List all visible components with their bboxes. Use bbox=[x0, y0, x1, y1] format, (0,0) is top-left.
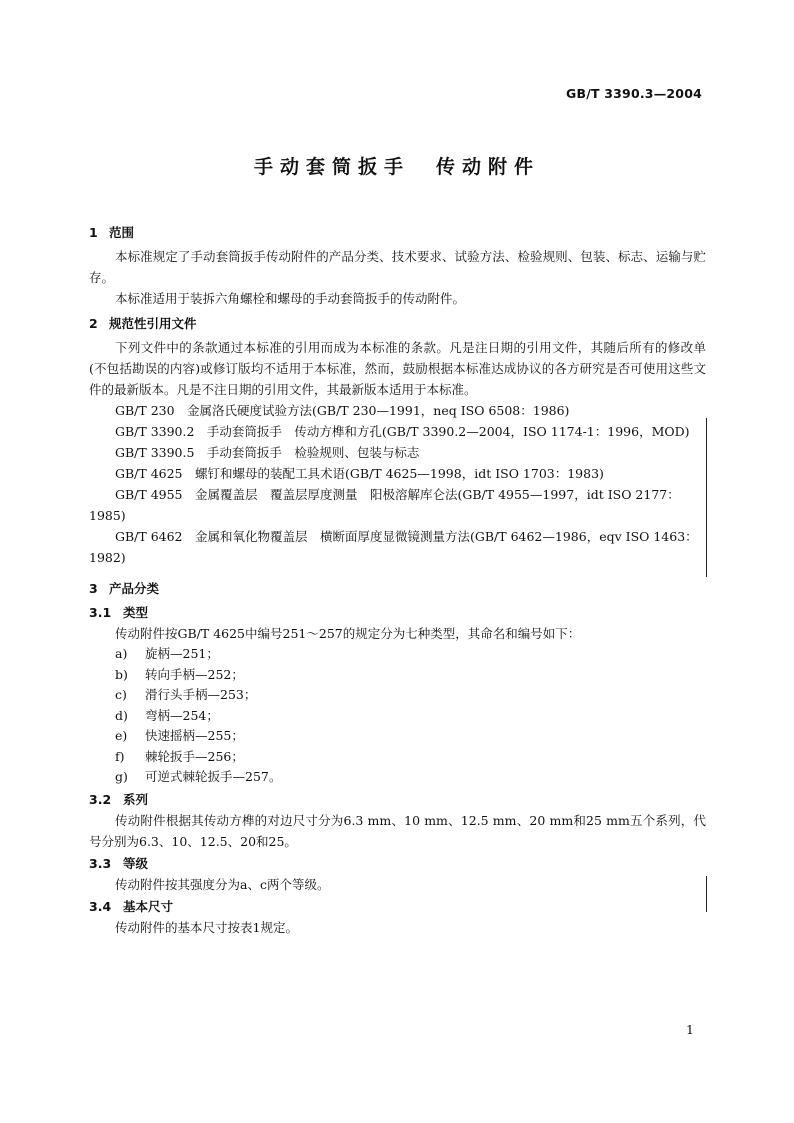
subsection-title: 系列 bbox=[123, 791, 149, 807]
reference-item: GB/T 230 金属洛氏硬度试验方法(GB/T 230—1991，neq ISO 6508：1986) bbox=[115, 403, 570, 418]
subsection-title: 类型 bbox=[123, 605, 149, 620]
list-item bbox=[89, 747, 706, 768]
reference-item: GB/T 3390.2 手动套筒扳手 传动方榫和方孔(GB/T 3390.2—2004，ISO 1174-1：1996，MOD) bbox=[115, 424, 690, 439]
subsection-3-4-heading bbox=[89, 896, 706, 917]
list-label: d) bbox=[115, 707, 128, 723]
section-2-heading bbox=[89, 313, 706, 335]
list-label: c) bbox=[115, 687, 127, 702]
title-part-1: 手动套筒扳手 bbox=[253, 156, 410, 178]
standard-code: GB/T 3390.3—2004 bbox=[566, 86, 702, 101]
subsection-number: 3.1 bbox=[89, 605, 112, 620]
list-text: 转向手柄—252； bbox=[145, 666, 244, 682]
paragraph: 传动附件按GB/T 4625中编号251～257的规定分为七种类型，其命名和编号如下： bbox=[115, 626, 581, 641]
paragraph: 传动附件按其强度分为a、c两个等级。 bbox=[115, 876, 330, 892]
list-label: g) bbox=[115, 769, 128, 784]
paragraph: 下列文件中的条款通过本标准的引用而成为本标准的条款。凡是注日期的引用文件，其随后所有的修改单(不包括勘误的内容)或修订版均不适用于本标准，然而，鼓励根据本标准达成协议的各方研究是否可使用这些文件的最新版本。凡是不注日期的引用文件，其最新版本适用于本标准。 bbox=[89, 340, 706, 397]
subsection-number: 3.2 bbox=[89, 791, 112, 807]
list-item bbox=[89, 767, 706, 788]
page-number: 1 bbox=[686, 1022, 694, 1037]
section-1-heading bbox=[89, 222, 706, 244]
section-3-heading bbox=[89, 578, 706, 600]
paragraph: 本标准适用于装拆六角螺栓和螺母的手动套筒扳手的传动附件。 bbox=[115, 291, 466, 306]
list-item bbox=[89, 726, 706, 747]
section-title: 产品分类 bbox=[109, 581, 160, 596]
document-title bbox=[0, 152, 794, 179]
subsection-title: 等级 bbox=[123, 855, 149, 871]
section-number: 3 bbox=[89, 581, 98, 596]
reference-item: GB/T 4955 金属覆盖层 覆盖层厚度测量 阳极溶解库仑法(GB/T 4955—1997，idt ISO 2177：1985) bbox=[89, 487, 680, 523]
reference-item: GB/T 3390.5 手动套筒扳手 检验规则、包装与标志 bbox=[115, 445, 420, 460]
change-bar bbox=[706, 876, 707, 912]
list-text: 弯柄—254； bbox=[145, 707, 219, 723]
paragraph: 传动附件的基本尺寸按表1规定。 bbox=[115, 919, 298, 935]
section-title: 范围 bbox=[109, 225, 135, 240]
list-item bbox=[89, 706, 706, 727]
list-item bbox=[89, 665, 706, 686]
subsection-3-2-heading bbox=[89, 789, 706, 810]
list-text: 棘轮扳手—256； bbox=[145, 748, 244, 764]
section-number: 1 bbox=[89, 225, 98, 240]
subsection-number: 3.4 bbox=[89, 898, 112, 914]
list-label: f) bbox=[115, 748, 125, 764]
list-label: e) bbox=[115, 728, 128, 743]
list-label: b) bbox=[115, 666, 128, 682]
list-item bbox=[89, 644, 706, 665]
section-number: 2 bbox=[89, 316, 98, 331]
list-item bbox=[89, 685, 706, 706]
list-text: 可逆式棘轮扳手—257。 bbox=[145, 769, 282, 784]
subsection-3-3-heading bbox=[89, 853, 706, 874]
document-body bbox=[89, 218, 706, 938]
subsection-number: 3.3 bbox=[89, 855, 112, 871]
paragraph: 传动附件根据其传动方榫的对边尺寸分为6.3 mm、10 mm、12.5 mm、20 mm和25 mm五个系列，代号分别为6.3、10、12.5、20和25。 bbox=[89, 812, 706, 849]
paragraph: 本标准规定了手动套筒扳手传动附件的产品分类、技术要求、试验方法、检验规则、包装、标志、运输与贮存。 bbox=[89, 249, 706, 285]
list-text: 快速摇柄—255； bbox=[145, 728, 244, 743]
list-text: 滑行头手柄—253； bbox=[145, 687, 257, 702]
subsection-title: 基本尺寸 bbox=[123, 898, 174, 914]
title-part-2: 传动附件 bbox=[436, 156, 541, 178]
list-text: 旋柄—251； bbox=[145, 646, 219, 661]
subsection-3-1-heading bbox=[89, 602, 706, 623]
section-title: 规范性引用文件 bbox=[109, 316, 197, 331]
list-label: a) bbox=[115, 646, 128, 661]
reference-item: GB/T 4625 螺钉和螺母的装配工具术语(GB/T 4625—1998，idt ISO 1703：1983) bbox=[115, 466, 604, 481]
change-bar bbox=[706, 418, 707, 577]
reference-item: GB/T 6462 金属和氧化物覆盖层 横断面厚度显微镜测量方法(GB/T 6462—1986，eqv ISO 1463：1982) bbox=[89, 529, 698, 565]
